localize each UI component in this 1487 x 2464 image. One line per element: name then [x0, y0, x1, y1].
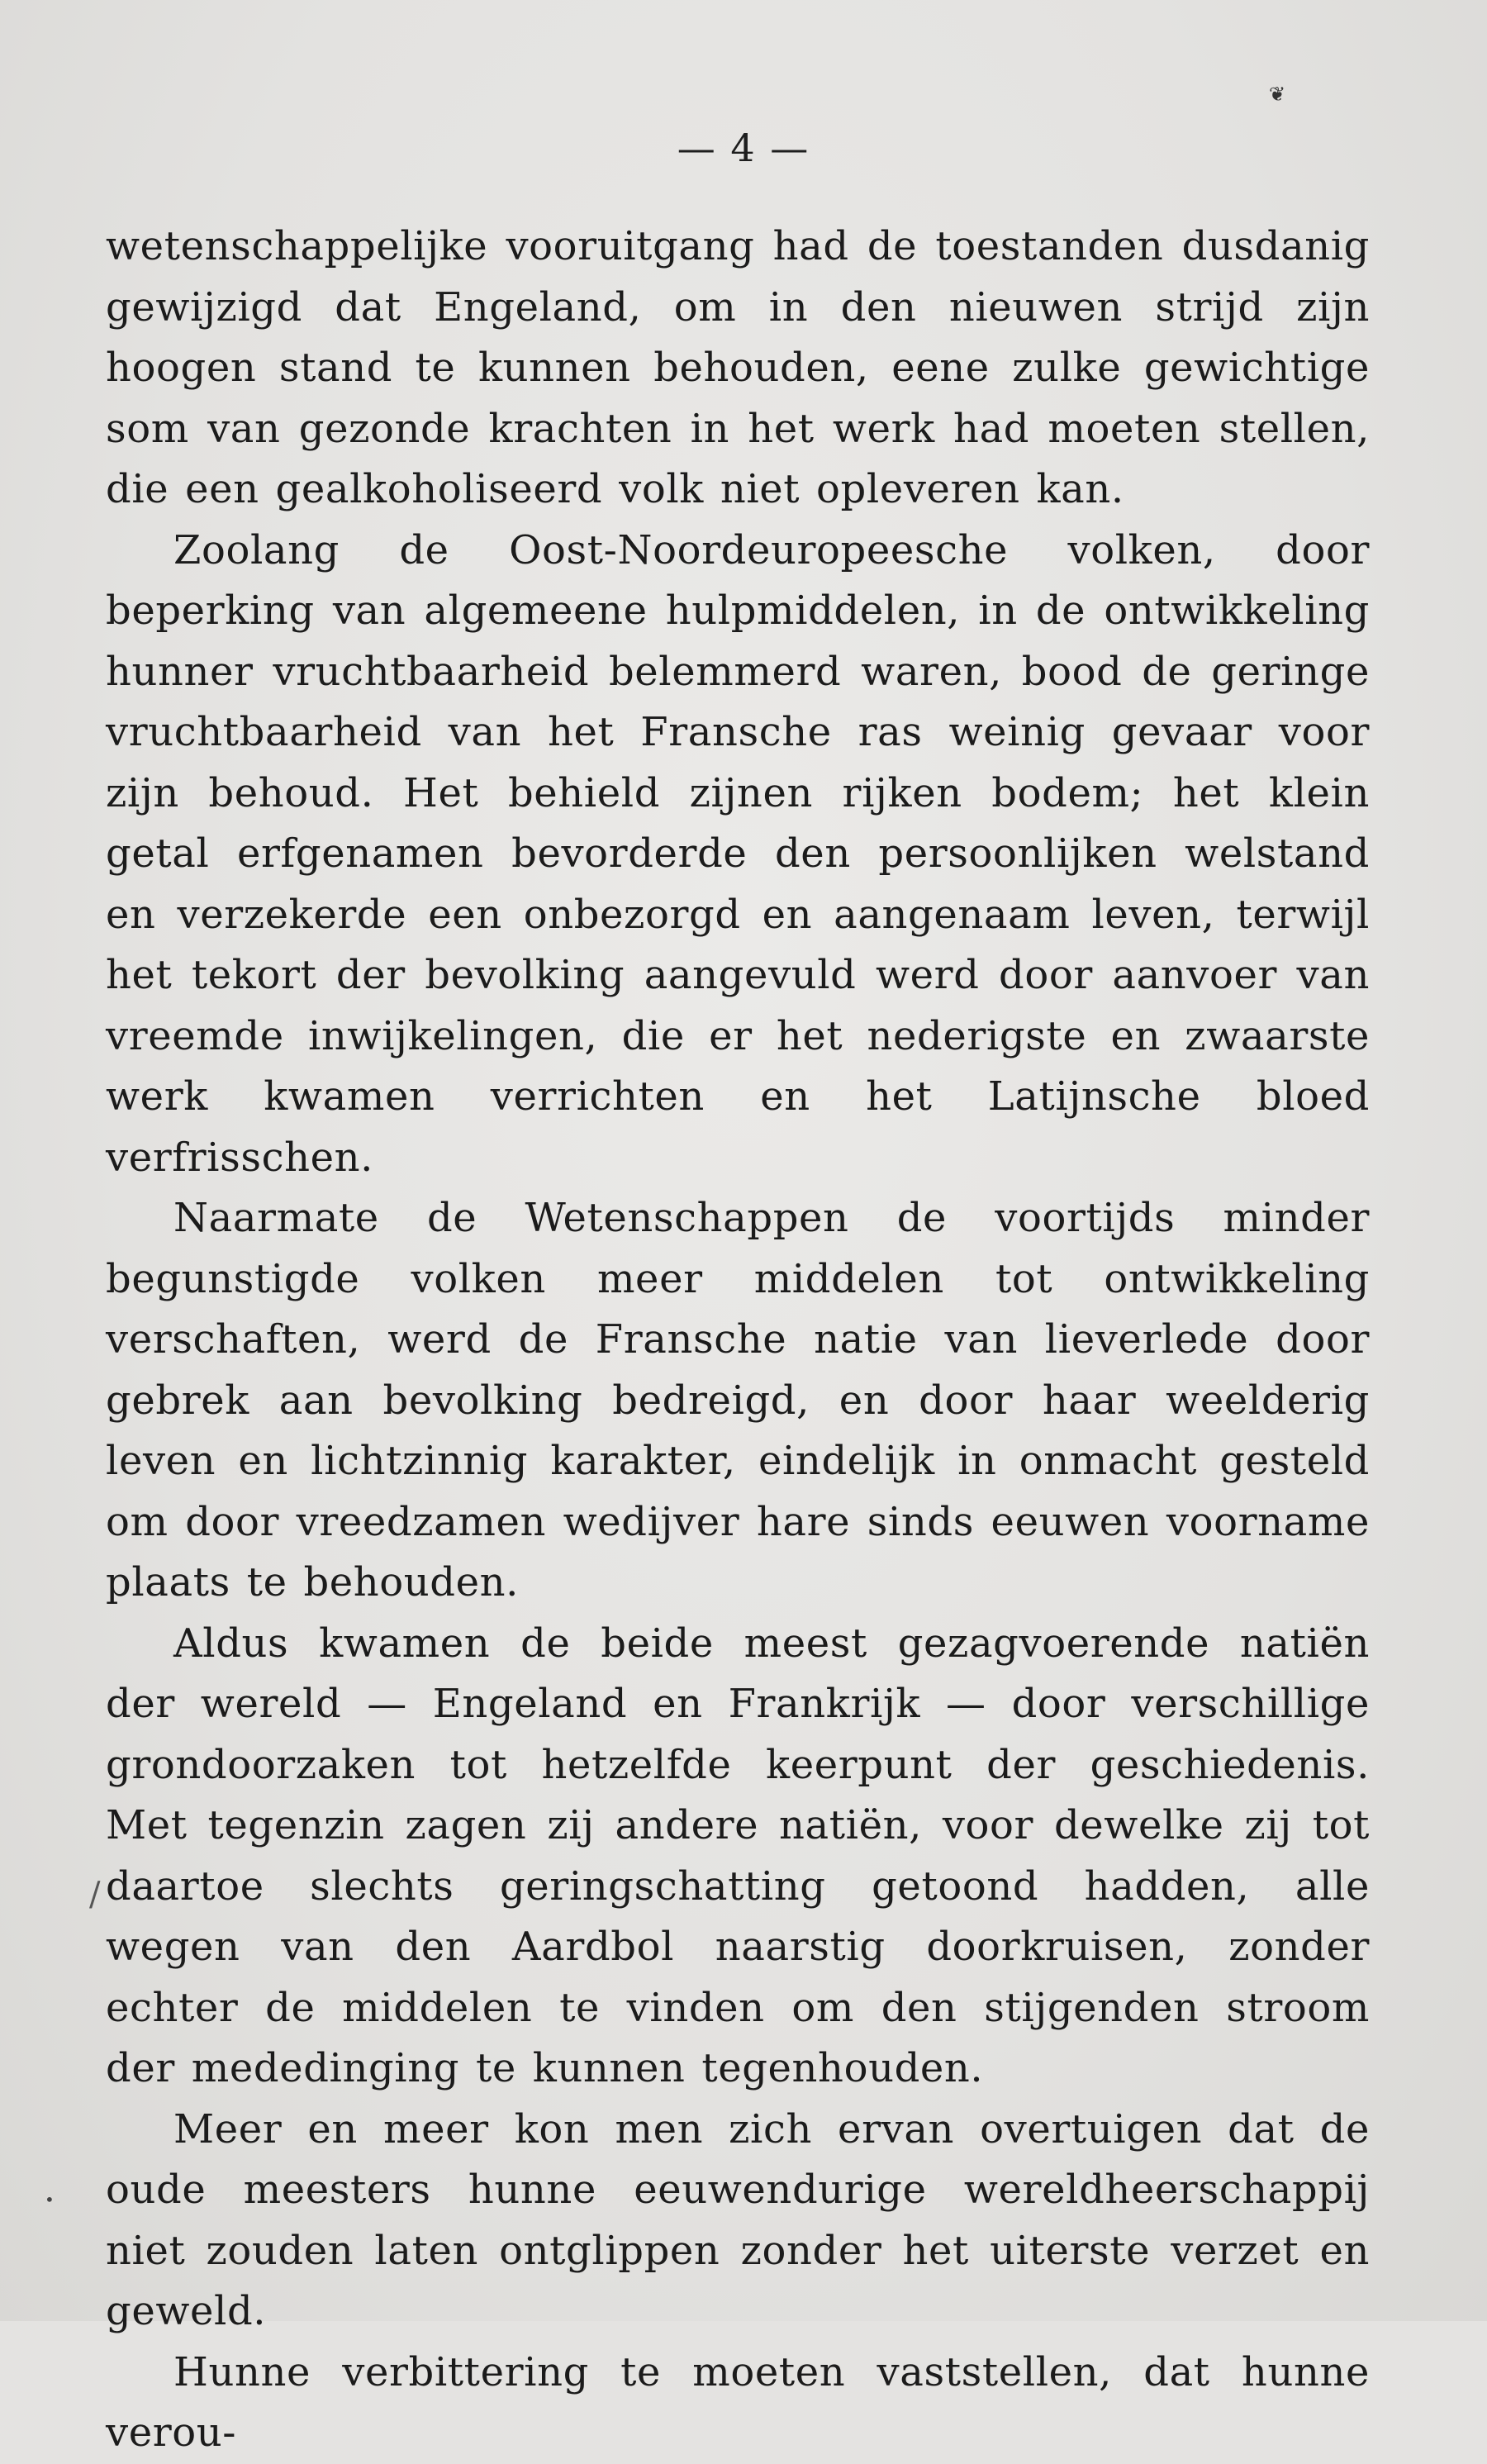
paragraph-2: Zoolang de Oost-Noordeuropeesche volken, door beperking van algemeene hulpmiddelen, in de ontwikkeling hunner vruchtbaarheid belemmerd waren, bood de geringe vruchtbaarheid van het Fransche ras weinig gevaar voor zijn behoud. Het behield zijnen rijken bodem; het klein getal erfgenamen bevorderde den persoonlijken welstand en verzekerde een onbezorgd en aangenaam leven, terwijl het tekort der bevolking aangevuld werd door aanvoer van vreemde inwijkelingen, die er het nederigste en zwaarste werk kwamen verrichten en het Latijnsche bloed verfrisschen.: [106, 526, 1370, 1181]
ink-speck-bottom: •: [45, 2190, 55, 2210]
ink-speck-top: ❦: [1269, 83, 1286, 106]
paragraph-5: Meer en meer kon men zich ervan overtuigen dat de oude meesters hunne eeuwendurige wereldheerschappij niet zouden laten ontglippen zonder het uiterste verzet en geweld.: [106, 2105, 1370, 2334]
paragraph-4: Aldus kwamen de beide meest gezagvoerende natiën der wereld — Engeland en Frankrijk — door verschillige grondoorzaken tot hetzelfde keerpunt der geschiedenis. Met tegenzin zagen zij andere natiën, voor dewelke zij tot daartoe slechts geringschatting getoond hadden, alle wegen van den Aardbol naarstig doorkruisen, zonder echter de middelen te vinden om den stijgenden stroom der mededinging te kunnen tegenhouden.: [106, 1620, 1370, 2091]
margin-pencil-mark: /: [89, 1876, 101, 1914]
body-text: [106, 216, 1370, 2464]
paragraph-3: Naarmate de Wetenschappen de voortijds minder begunstigde volken meer middelen tot ontwikkeling verschaften, werd de Fransche natie van lieverlede door gebrek aan bevolking bedreigd, en door haar weelderig leven en lichtzinnig karakter, eindelijk in onmacht gesteld om door vreedzamen wedijver hare sinds eeuwen voorname plaats te behouden.: [106, 1195, 1370, 1605]
page-number: — 4 —: [677, 126, 810, 170]
paragraph-6: Hunne verbittering te moeten vaststellen, dat hunne verou-: [106, 2348, 1370, 2456]
paragraph-1: wetenschappelijke vooruitgang had de toestanden dusdanig gewijzigd dat Engeland, om in den nieuwen strijd zijn hoogen stand te kunnen behouden, eene zulke gewichtige som van gezonde krachten in het werk had moeten stellen, die een gealkoholiseerd volk niet opleveren kan.: [106, 223, 1370, 512]
